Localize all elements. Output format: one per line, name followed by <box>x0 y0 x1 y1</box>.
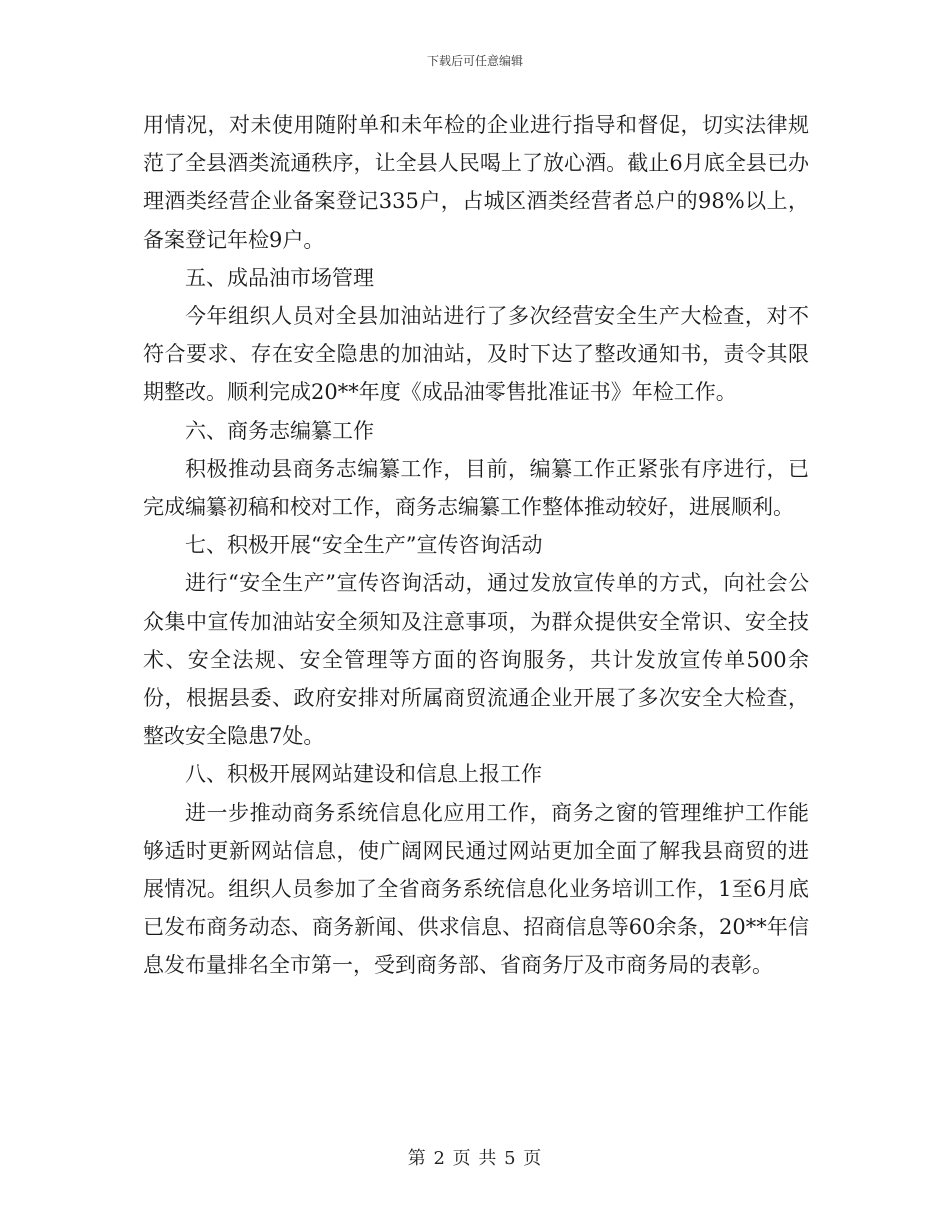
paragraph-liquor-management: 用情况，对未使用随附单和未年检的企业进行指导和督促，切实法律规范了全县酒类流通秩序，让全县人民喝上了放心酒。截止6月底全县已办理酒类经营企业备案登记335户，占城区酒类经营者总户的98%以上，备案登记年检9户。 <box>143 113 809 252</box>
page-header: 下载后可任意编辑 <box>426 54 523 68</box>
page-footer: 第 2 页 共 5 页 <box>407 1148 543 1169</box>
section-heading-6: 六、商务志编纂工作 <box>185 418 374 443</box>
paragraph-oil-market: 今年组织人员对全县加油站进行了多次经营安全生产大检查，对不符合要求、存在安全隐患的加油站，及时下达了整改通知书，责令其限期整改。顺利完成20**年度《成品油零售批准证书》年检工作。 <box>143 304 809 405</box>
section-heading-5: 五、成品油市场管理 <box>185 265 374 290</box>
paragraph-commerce-annals: 积极推动县商务志编纂工作，目前，编纂工作正紧张有序进行，已完成编纂初稿和校对工作，商务志编纂工作整体推动较好，进展顺利。 <box>143 456 809 520</box>
paragraph-website-info: 进一步推动商务系统信息化应用工作，商务之窗的管理维护工作能够适时更新网站信息，使广阔网民通过网站更加全面了解我县商贸的进展情况。组织人员参加了全省商务系统信息化业务培训工作，1至6月底已发布商务动态、商务新闻、供求信息、招商信息等60余条，20**年信息发布量排名全市第一，受到商务部、省商务厅及市商务局的表彰。 <box>143 800 809 978</box>
document-body <box>143 106 809 985</box>
section-heading-7: 七、积极开展“安全生产”宣传咨询活动 <box>185 533 543 558</box>
paragraph-safety-campaign: 进行“安全生产”宣传咨询活动，通过发放宣传单的方式，向社会公众集中宣传加油站安全须知及注意事项，为群众提供安全常识、安全技术、安全法规、安全管理等方面的咨询服务，共计发放宣传单500余份，根据县委、政府安排对所属商贸流通企业开展了多次安全大检查，整改安全隐患7处。 <box>143 571 809 749</box>
section-heading-8: 八、积极开展网站建设和信息上报工作 <box>185 762 542 787</box>
